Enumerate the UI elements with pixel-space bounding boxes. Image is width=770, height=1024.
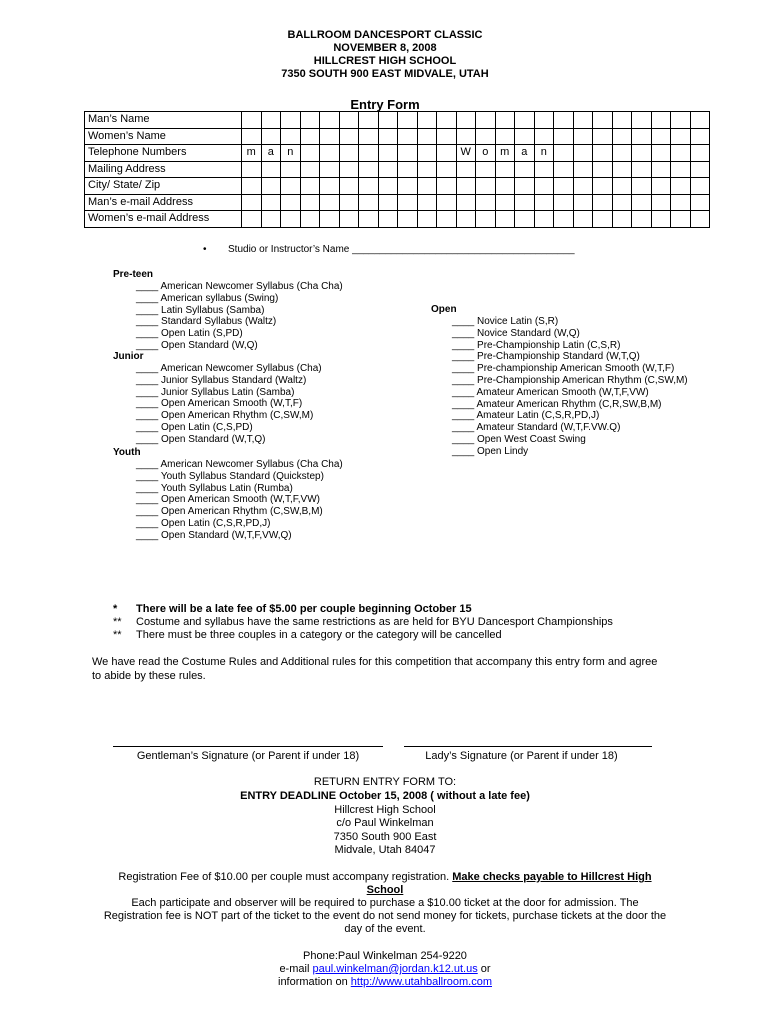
grid-cell[interactable]: [593, 211, 613, 228]
grid-cell[interactable]: [690, 178, 710, 195]
grid-cell[interactable]: [651, 128, 671, 145]
grid-cell[interactable]: [573, 161, 593, 178]
grid-cell[interactable]: [476, 112, 496, 129]
grid-cell[interactable]: [339, 211, 359, 228]
category-item[interactable]: ____ Open Lindy: [452, 445, 529, 457]
grid-cell[interactable]: [261, 161, 281, 178]
grid-cell[interactable]: [242, 194, 262, 211]
event-venue: HILLCREST HIGH SCHOOL: [313, 55, 457, 67]
grid-row-label: Women’s Name: [85, 128, 242, 145]
contact-website-line: [0, 976, 770, 988]
grid-cell[interactable]: [534, 112, 554, 129]
grid-cell[interactable]: [690, 211, 710, 228]
grid-cell[interactable]: [456, 112, 476, 129]
grid-cell[interactable]: [300, 194, 320, 211]
entry-grid: [84, 111, 710, 228]
grid-cell[interactable]: [651, 211, 671, 228]
grid-cell[interactable]: [378, 161, 398, 178]
grid-cell[interactable]: [554, 145, 574, 162]
grid-cell[interactable]: [554, 161, 574, 178]
grid-cell[interactable]: [593, 194, 613, 211]
open-heading: Open: [431, 304, 457, 315]
grid-cell[interactable]: [476, 161, 496, 178]
note-mark-2: **: [113, 616, 122, 628]
website-link[interactable]: http://www.utahballroom.com: [350, 976, 492, 988]
junior-heading: Junior: [113, 351, 144, 362]
grid-cell[interactable]: [437, 194, 457, 211]
grid-cell[interactable]: [320, 112, 340, 129]
website-prefix: information on: [278, 976, 351, 988]
category-item[interactable]: ____ Open Latin (C,S,R,PD,J): [136, 517, 271, 529]
return-address-1: Hillcrest High School: [334, 804, 436, 816]
grid-cell[interactable]: [534, 211, 554, 228]
grid-cell[interactable]: [554, 211, 574, 228]
grid-cell[interactable]: [593, 128, 613, 145]
grid-cell[interactable]: [612, 178, 632, 195]
category-item[interactable]: ____ Open American Smooth (W,T,F): [136, 398, 303, 410]
grid-cell[interactable]: [476, 128, 496, 145]
grid-cell[interactable]: [671, 211, 691, 228]
junior-list: [136, 363, 322, 446]
grid-cell[interactable]: [242, 178, 262, 195]
grid-row: [85, 145, 710, 162]
category-item[interactable]: ____ Open West Coast Swing: [452, 433, 586, 445]
grid-cell[interactable]: [573, 112, 593, 129]
grid-cell[interactable]: a: [515, 145, 535, 162]
category-item[interactable]: ____ Amateur Latin (C,S,R,PD,J): [452, 410, 600, 422]
grid-cell[interactable]: [671, 112, 691, 129]
lady-signature-line[interactable]: [404, 746, 652, 747]
grid-cell[interactable]: [417, 145, 437, 162]
grid-cell[interactable]: [476, 194, 496, 211]
grid-row-label: Man’s Name: [85, 112, 242, 129]
grid-cell[interactable]: [612, 145, 632, 162]
grid-cell[interactable]: [671, 128, 691, 145]
category-item[interactable]: ____ Novice Standard (W,Q): [452, 327, 580, 339]
category-item[interactable]: ____ Junior Syllabus Latin (Samba): [136, 386, 295, 398]
grid-cell[interactable]: [242, 128, 262, 145]
grid-cell[interactable]: [593, 161, 613, 178]
grid-cell[interactable]: [534, 178, 554, 195]
grid-cell[interactable]: [515, 161, 535, 178]
grid-cell[interactable]: [671, 194, 691, 211]
category-item[interactable]: ____ American Newcomer Syllabus (Cha): [136, 363, 322, 374]
grid-cell[interactable]: [690, 145, 710, 162]
note-late-fee: There will be a late fee of $5.00 per couple beginning October 15: [136, 603, 472, 615]
grid-cell[interactable]: [573, 145, 593, 162]
grid-cell[interactable]: [515, 178, 535, 195]
grid-cell[interactable]: [320, 128, 340, 145]
grid-cell[interactable]: [300, 161, 320, 178]
category-item[interactable]: ____ Youth Syllabus Standard (Quickstep): [136, 470, 324, 482]
grid-cell[interactable]: o: [476, 145, 496, 162]
grid-cell[interactable]: [320, 161, 340, 178]
entry-deadline: ENTRY DEADLINE October 15, 2008 ( without a late fee): [240, 790, 530, 802]
grid-cell[interactable]: [690, 161, 710, 178]
category-item[interactable]: ____ Standard Syllabus (Waltz): [136, 316, 277, 328]
category-item[interactable]: ____ Amateur American Rhythm (C,R,SW,B,M): [452, 398, 662, 410]
category-item[interactable]: ____ Amateur Standard (W,T,F.VW.Q): [452, 422, 621, 434]
grid-cell[interactable]: [417, 128, 437, 145]
grid-cell[interactable]: [690, 112, 710, 129]
grid-cell[interactable]: [300, 128, 320, 145]
category-item[interactable]: ____ Novice Latin (S,R): [452, 316, 559, 327]
grid-cell[interactable]: [242, 161, 262, 178]
grid-cell[interactable]: [359, 128, 379, 145]
grid-cell[interactable]: [359, 194, 379, 211]
grid-cell[interactable]: [632, 194, 652, 211]
category-item[interactable]: ____ American Newcomer Syllabus (Cha Cha): [136, 281, 343, 292]
grid-cell[interactable]: [281, 161, 301, 178]
grid-cell[interactable]: [398, 211, 418, 228]
grid-cell[interactable]: [300, 211, 320, 228]
grid-cell[interactable]: [593, 178, 613, 195]
grid-cell[interactable]: [515, 128, 535, 145]
preteen-list: [136, 281, 343, 352]
grid-cell[interactable]: [378, 128, 398, 145]
youth-list: [136, 459, 343, 542]
grid-cell[interactable]: [456, 194, 476, 211]
grid-cell[interactable]: [261, 194, 281, 211]
grid-cell[interactable]: [495, 211, 515, 228]
return-heading: RETURN ENTRY FORM TO:: [313, 776, 457, 788]
return-address-2: c/o Paul Winkelman: [336, 817, 434, 829]
grid-cell[interactable]: [300, 145, 320, 162]
grid-cell[interactable]: [456, 161, 476, 178]
category-item[interactable]: ____ Pre-championship American Smooth (W,T,F): [452, 363, 675, 375]
grid-cell[interactable]: [573, 211, 593, 228]
grid-cell[interactable]: [398, 178, 418, 195]
grid-cell[interactable]: [359, 161, 379, 178]
grid-cell[interactable]: [651, 145, 671, 162]
grid-cell[interactable]: [534, 128, 554, 145]
email-suffix: or: [477, 963, 491, 975]
gentleman-signature-line[interactable]: [113, 746, 383, 747]
category-item[interactable]: ____ Open Latin (C,S,PD): [136, 421, 253, 433]
category-item[interactable]: ____ Open Standard (W,Q): [136, 339, 258, 351]
grid-cell[interactable]: [612, 161, 632, 178]
studio-name-line: Studio or Instructor’s Name ________________________________________: [228, 244, 575, 255]
grid-cell[interactable]: [632, 211, 652, 228]
grid-row-label: City/ State/ Zip: [85, 178, 242, 195]
grid-cell[interactable]: [437, 178, 457, 195]
grid-cell[interactable]: [515, 194, 535, 211]
category-item[interactable]: ____ Junior Syllabus Standard (Waltz): [136, 374, 307, 386]
checks-payable-text: Make checks payable to Hillcrest High: [452, 871, 652, 883]
registration-fee-line: [0, 871, 770, 883]
grid-cell[interactable]: [456, 178, 476, 195]
grid-cell[interactable]: [476, 178, 496, 195]
grid-cell[interactable]: [437, 112, 457, 129]
form-title: Entry Form: [350, 97, 420, 112]
grid-cell[interactable]: [651, 178, 671, 195]
grid-cell[interactable]: [554, 112, 574, 129]
grid-cell[interactable]: [339, 112, 359, 129]
grid-cell[interactable]: [417, 194, 437, 211]
grid-cell[interactable]: [437, 161, 457, 178]
agreement-line-1: We have read the Costume Rules and Additional rules for this competition that accompany this entry form and agree: [92, 656, 658, 668]
grid-cell[interactable]: a: [261, 145, 281, 162]
ticket-line-3: day of the event.: [344, 923, 426, 935]
ticket-line-1: Each participate and observer will be required to purchase a $10.00 ticket at the door for admission. The: [131, 897, 639, 909]
agreement-line-2: to abide by these rules.: [92, 670, 206, 682]
category-item[interactable]: ____ American Newcomer Syllabus (Cha Cha): [136, 459, 343, 470]
grid-cell[interactable]: [632, 178, 652, 195]
grid-cell[interactable]: [300, 178, 320, 195]
category-item[interactable]: ____ Pre-Championship Latin (C,S,R): [452, 339, 621, 351]
category-item[interactable]: ____ American syllabus (Swing): [136, 292, 279, 304]
grid-cell[interactable]: [671, 161, 691, 178]
grid-cell[interactable]: [339, 161, 359, 178]
grid-cell[interactable]: [632, 128, 652, 145]
grid-cell[interactable]: [398, 128, 418, 145]
grid-cell[interactable]: [398, 161, 418, 178]
grid-cell[interactable]: [281, 112, 301, 129]
grid-cell[interactable]: [495, 194, 515, 211]
category-item[interactable]: ____ Amateur American Smooth (W,T,F,VW): [452, 386, 649, 398]
grid-cell[interactable]: [534, 194, 554, 211]
grid-cell[interactable]: [495, 112, 515, 129]
grid-cell[interactable]: [573, 128, 593, 145]
grid-row-label: Women’s e-mail Address: [85, 211, 242, 228]
grid-row: [85, 211, 710, 228]
grid-cell[interactable]: [359, 178, 379, 195]
category-item[interactable]: ____ Open American Smooth (W,T,F,VW): [136, 494, 320, 506]
grid-cell[interactable]: [281, 128, 301, 145]
grid-cell[interactable]: [671, 145, 691, 162]
grid-cell[interactable]: [456, 211, 476, 228]
grid-cell[interactable]: m: [242, 145, 262, 162]
note-mark-3: **: [113, 629, 122, 641]
grid-cell[interactable]: [534, 161, 554, 178]
grid-cell[interactable]: [320, 178, 340, 195]
email-prefix: e-mail: [279, 963, 313, 975]
grid-cell[interactable]: [437, 128, 457, 145]
grid-cell[interactable]: [359, 145, 379, 162]
category-item[interactable]: ____ Open American Rhythm (C,SW,M): [136, 410, 314, 422]
grid-cell[interactable]: [417, 112, 437, 129]
grid-cell[interactable]: [378, 112, 398, 129]
grid-cell[interactable]: [320, 211, 340, 228]
grid-cell[interactable]: [612, 194, 632, 211]
studio-bullet: •: [203, 244, 207, 255]
grid-cell[interactable]: [651, 161, 671, 178]
gentleman-signature-label: Gentleman’s Signature (or Parent if under 18): [136, 750, 360, 762]
category-item[interactable]: ____ Open Latin (S,PD): [136, 328, 243, 340]
note-mark-1: *: [113, 603, 118, 615]
open-list: [452, 316, 688, 458]
grid-cell[interactable]: m: [495, 145, 515, 162]
grid-cell[interactable]: [632, 161, 652, 178]
category-item[interactable]: ____ Latin Syllabus (Samba): [136, 304, 265, 316]
grid-cell[interactable]: [378, 178, 398, 195]
grid-row: [85, 161, 710, 178]
grid-cell[interactable]: [456, 128, 476, 145]
grid-cell[interactable]: [398, 145, 418, 162]
category-item[interactable]: ____ Open Standard (W,T,F,VW,Q): [136, 529, 292, 541]
preteen-heading: Pre-teen: [113, 269, 154, 280]
grid-cell[interactable]: [300, 112, 320, 129]
grid-cell[interactable]: [242, 211, 262, 228]
grid-cell[interactable]: [281, 178, 301, 195]
grid-cell[interactable]: [398, 112, 418, 129]
grid-row: [85, 128, 710, 145]
grid-cell[interactable]: [359, 112, 379, 129]
grid-row: [85, 112, 710, 129]
grid-cell[interactable]: [554, 194, 574, 211]
grid-cell[interactable]: [417, 161, 437, 178]
grid-cell[interactable]: [320, 145, 340, 162]
grid-cell[interactable]: [554, 178, 574, 195]
grid-cell[interactable]: [573, 178, 593, 195]
grid-cell[interactable]: [242, 112, 262, 129]
grid-cell[interactable]: [398, 194, 418, 211]
grid-cell[interactable]: [339, 128, 359, 145]
grid-row: [85, 178, 710, 195]
grid-cell[interactable]: [554, 128, 574, 145]
grid-cell[interactable]: [417, 211, 437, 228]
grid-cell[interactable]: [261, 128, 281, 145]
grid-cell[interactable]: [261, 211, 281, 228]
grid-cell[interactable]: [339, 178, 359, 195]
category-item[interactable]: ____ Youth Syllabus Latin (Rumba): [136, 482, 293, 494]
category-item[interactable]: ____ Pre-Championship American Rhythm (C,SW,M): [452, 374, 688, 386]
note-minimum-couples: There must be three couples in a category or the category will be cancelled: [136, 629, 502, 641]
event-date: NOVEMBER 8, 2008: [333, 42, 437, 54]
grid-cell[interactable]: [593, 112, 613, 129]
grid-cell[interactable]: [690, 194, 710, 211]
grid-row: [85, 194, 710, 211]
grid-cell[interactable]: n: [281, 145, 301, 162]
grid-cell[interactable]: [281, 211, 301, 228]
event-name: BALLROOM DANCESPORT CLASSIC: [287, 29, 483, 41]
grid-cell[interactable]: [612, 211, 632, 228]
category-item[interactable]: ____ Pre-Championship Standard (W,T,Q): [452, 351, 640, 363]
grid-cell[interactable]: [339, 145, 359, 162]
grid-cell[interactable]: [378, 211, 398, 228]
email-link[interactable]: paul.winkelman@jordan.k12.ut.us: [312, 963, 478, 975]
event-address: 7350 SOUTH 900 EAST MIDVALE, UTAH: [281, 68, 489, 80]
grid-cell[interactable]: [281, 194, 301, 211]
return-address-4: Midvale, Utah 84047: [334, 844, 436, 856]
grid-cell[interactable]: [573, 194, 593, 211]
grid-cell[interactable]: [593, 145, 613, 162]
contact-phone: Phone:Paul Winkelman 254-9220: [303, 950, 467, 962]
category-item[interactable]: ____ Open Standard (W,T,Q): [136, 433, 266, 445]
ticket-line-2: Registration fee is NOT part of the ticket to the event do not send money for tickets, purchase tickets at the door the: [103, 910, 667, 922]
grid-cell[interactable]: [437, 211, 457, 228]
contact-email-line: [0, 963, 770, 975]
return-address-3: 7350 South 900 East: [333, 831, 437, 843]
grid-cell[interactable]: [320, 194, 340, 211]
registration-fee-text: Registration Fee of $10.00 per couple must accompany registration.: [118, 871, 453, 883]
grid-cell[interactable]: n: [534, 145, 554, 162]
grid-cell[interactable]: [261, 178, 281, 195]
grid-cell[interactable]: [612, 112, 632, 129]
grid-cell[interactable]: [495, 161, 515, 178]
grid-cell[interactable]: [476, 211, 496, 228]
grid-cell[interactable]: [417, 178, 437, 195]
grid-cell[interactable]: [671, 178, 691, 195]
grid-cell[interactable]: [632, 145, 652, 162]
lady-signature-label: Lady’s Signature (or Parent if under 18): [425, 750, 618, 762]
grid-cell[interactable]: [690, 128, 710, 145]
grid-cell[interactable]: [359, 211, 379, 228]
grid-row-label: Mailing Address: [85, 161, 242, 178]
grid-cell[interactable]: [378, 194, 398, 211]
note-costume: Costume and syllabus have the same restrictions as are held for BYU Dancesport Championships: [136, 616, 613, 628]
youth-heading: Youth: [113, 447, 141, 458]
grid-cell[interactable]: [651, 194, 671, 211]
grid-cell[interactable]: [495, 128, 515, 145]
grid-cell[interactable]: [378, 145, 398, 162]
grid-row-label: Telephone Numbers: [85, 145, 242, 162]
grid-cell[interactable]: [632, 112, 652, 129]
category-item[interactable]: ____ Open American Rhythm (C,SW,B,M): [136, 506, 323, 518]
checks-payable-school: School: [366, 884, 404, 896]
grid-cell[interactable]: W: [456, 145, 476, 162]
grid-cell[interactable]: [495, 178, 515, 195]
grid-cell[interactable]: [612, 128, 632, 145]
grid-cell[interactable]: [515, 211, 535, 228]
grid-cell[interactable]: [437, 145, 457, 162]
grid-cell[interactable]: [261, 112, 281, 129]
grid-row-label: Man’s e-mail Address: [85, 194, 242, 211]
grid-cell[interactable]: [515, 112, 535, 129]
grid-cell[interactable]: [651, 112, 671, 129]
grid-cell[interactable]: [339, 194, 359, 211]
